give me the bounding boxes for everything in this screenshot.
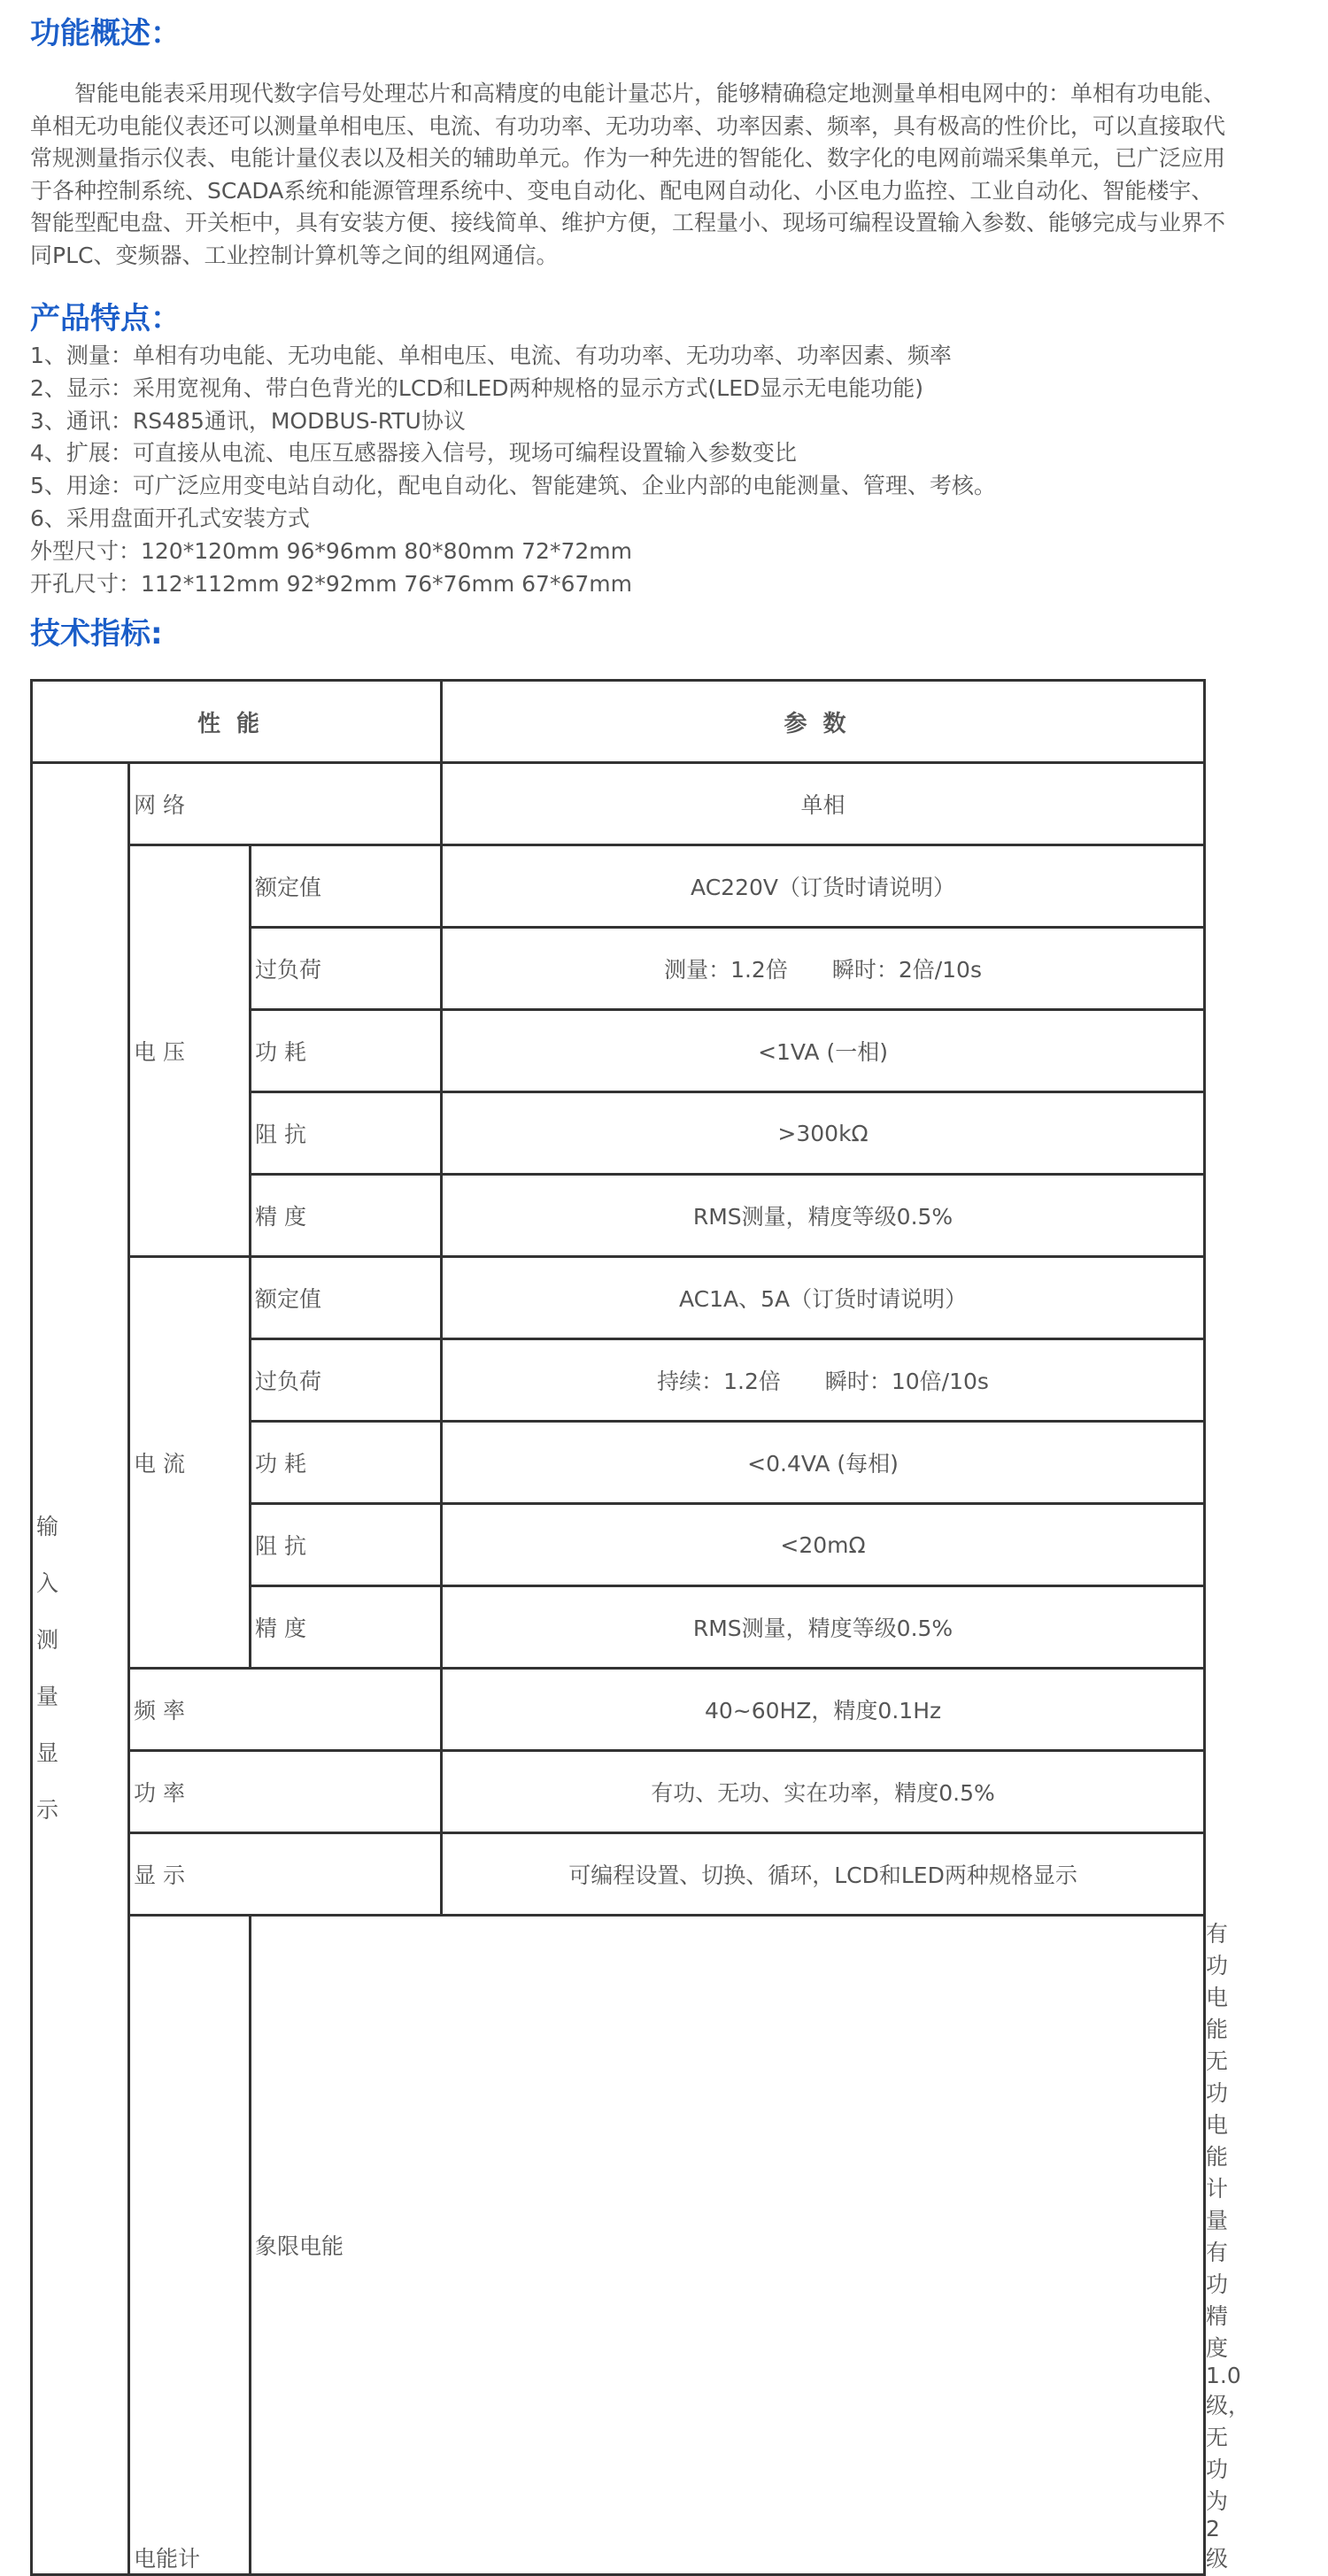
row-label-display: 显 示	[129, 1833, 442, 1916]
row-value: AC220V（订货时请说明）	[442, 845, 1205, 928]
row-value-network: 单相	[442, 763, 1205, 845]
row-label: 阻 抗	[251, 1092, 442, 1175]
header-parameters: 参数	[442, 681, 1205, 763]
row-label: 过负荷	[251, 928, 442, 1010]
row-value: RMS测量，精度等级0.5%	[442, 1586, 1205, 1669]
section-title-specs: 技术指标:	[30, 616, 163, 652]
section-title-features: 产品特点：	[30, 301, 181, 336]
spec-table	[30, 679, 1251, 2576]
section-title-overview: 功能概述：	[30, 16, 181, 51]
feature-item: 3、通讯：RS485通讯，MODBUS-RTU协议	[30, 407, 466, 434]
table-row	[32, 763, 1205, 845]
row-label-power: 功 率	[129, 1751, 442, 1833]
row-value: AC1A、5A（订货时请说明）	[442, 1257, 1205, 1339]
row-label: 功 耗	[251, 1010, 442, 1092]
row-label-frequency: 频 率	[129, 1669, 442, 1751]
row-value: <0.4VA (每相)	[442, 1422, 1205, 1504]
feature-item: 5、用途：可广泛应用变电站自动化，配电自动化、智能建筑、企业内部的电能测量、管理、考核。	[30, 473, 996, 499]
row-label: 功 耗	[251, 1422, 442, 1504]
overview-paragraph: 智能电能表采用现代数字信号处理芯片和高精度的电能计量芯片，能够精确稳定地测量单相电网中的：单相有功电能、单相无功电能仪表还可以测量单相电压、电流、有功功率、无功功率、功率因素、频率，具有极高的性价比，可以直接取代常规测量指示仪表、电能计量仪表以及相关的辅助单元。作为一种先进的智能化、数字化的电网前端采集单元，已广泛应用于各种控制系统、SCADA系统和能源管理系统中、变电自动化、配电网自动化、小区电力监控、工业自动化、智能楼宇、智能型配电盘、开关柜中，具有安装方便、接线简单、维护方便，工程量小、现场可编程设置输入参数、能够完成与业界不同PLC、变频器、工业控制计算机等之间的组网通信。	[30, 81, 1226, 268]
table-row: 电能计 象限电能 有功电能无功电能计量 有功精度1.0级，无功为2级	[32, 1916, 1205, 2575]
feature-list	[30, 340, 996, 600]
feature-item: 2、显示：采用宽视角、带白色背光的LCD和LED两种规格的显示方式(LED显示无电能功能)	[30, 374, 923, 401]
feature-item: 6、采用盘面开孔式安装方式	[30, 505, 310, 531]
row-label: 阻 抗	[251, 1504, 442, 1586]
group-energy-metering: 电能计	[129, 1916, 251, 2575]
row-value: >300kΩ	[442, 1092, 1205, 1175]
row-label: 额定值	[251, 1257, 442, 1339]
feature-item-outer-size: 外型尺寸：120*120mm 96*96mm 80*80mm 72*72mm	[30, 537, 632, 564]
table-row	[32, 845, 1205, 928]
row-label-network: 网 络	[129, 763, 442, 845]
row-value: <20mΩ	[442, 1504, 1205, 1586]
row-value: 持续：1.2倍 瞬时：10倍/10s	[442, 1339, 1205, 1422]
row-value-frequency: 40~60HZ，精度0.1Hz	[442, 1669, 1205, 1751]
group-current: 电 流	[129, 1257, 251, 1669]
header-performance: 性能	[32, 681, 442, 763]
feature-item: 1、测量：单相有功电能、无功电能、单相电压、电流、有功功率、无功功率、功率因素、频率	[30, 343, 952, 368]
row-value-display: 可编程设置、切换、循环，LCD和LED两种规格显示	[442, 1833, 1205, 1916]
feature-item: 4、扩展：可直接从电流、电压互感器接入信号，现场可编程设置输入参数变比	[30, 440, 797, 467]
row-label-quadrant-energy: 象限电能	[251, 1916, 1205, 2575]
feature-item-cutout-size: 开孔尺寸：112*112mm 92*92mm 76*76mm 67*67mm	[30, 570, 632, 597]
row-label: 额定值	[251, 845, 442, 928]
row-value-power: 有功、无功、实在功率，精度0.5%	[442, 1751, 1205, 1833]
row-value: <1VA (一相)	[442, 1010, 1205, 1092]
row-label: 精 度	[251, 1586, 442, 1669]
table-row	[32, 1833, 1205, 1916]
table-header-row	[32, 681, 1205, 763]
table-row	[32, 1669, 1205, 1751]
row-value: RMS测量，精度等级0.5%	[442, 1175, 1205, 1257]
row-value: 测量：1.2倍 瞬时：2倍/10s	[442, 928, 1205, 1010]
row-label: 精 度	[251, 1175, 442, 1257]
row-label: 过负荷	[251, 1339, 442, 1422]
group-input-measure-display: 输入测量显示	[32, 763, 129, 2575]
table-row	[32, 1257, 1205, 1339]
group-voltage: 电 压	[129, 845, 251, 1257]
table-row	[32, 1751, 1205, 1833]
